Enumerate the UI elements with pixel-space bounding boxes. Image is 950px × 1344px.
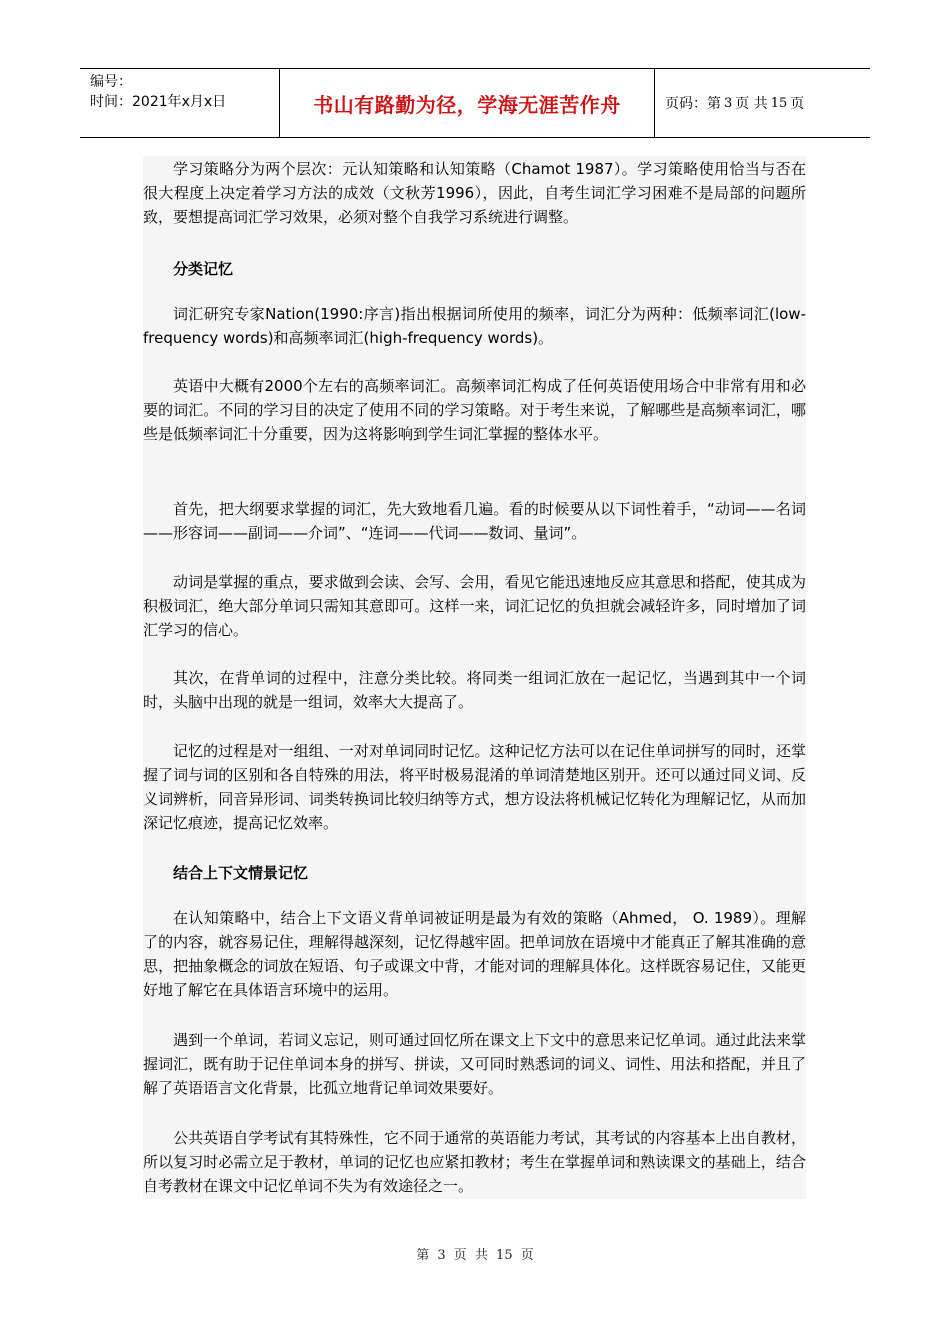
- header-page-info: [655, 69, 870, 137]
- header-motto: 书山有路勤为径，学海无涯苦作舟: [280, 69, 655, 137]
- time-label: 时间：2021年x月x日: [90, 94, 227, 110]
- paragraph: 遇到一个单词，若词义忘记，则可通过回忆所在课文上下文中的意思来记忆单词。通过此法来掌握词汇，既有助于记住单词本身的拼写、拼读，又可同时熟悉词的词义、词性、用法和搭配，并且了解了英语语言文化背景，比孤立地背记单词效果要好。: [143, 1031, 806, 1097]
- section-heading: 分类记忆: [173, 260, 234, 278]
- paragraph: 记忆的过程是对一组组、一对对单词同时记忆。这种记忆方法可以在记住单词拼写的同时，还掌握了词与词的区别和各自特殊的用法，将平时极易混淆的单词清楚地区别开。还可以通过同义词、反义词辨析，同音异形词、词类转换词比较归纳等方式，想方设法将机械记忆转化为理解记忆，从而加深记忆痕迹，提高记忆效率。: [143, 742, 806, 832]
- paragraph: 动词是掌握的重点，要求做到会读、会写、会用，看见它能迅速地反应其意思和搭配，使其成为积极词汇，绝大部分单词只需知其意即可。这样一来，词汇记忆的负担就会减轻许多，同时增加了词汇学习的信心。: [143, 573, 806, 639]
- page-label: 页码：第: [665, 96, 721, 112]
- paragraph: 英语中大概有2000个左右的高频率词汇。高频率词汇构成了任何英语使用场合中非常有用和必要的词汇。不同的学习目的决定了使用不同的学习策略。对于考生来说，了解哪些是高频率词汇，哪些是低频率词汇十分重要，因为这将影响到学生词汇掌握的整体水平。: [143, 377, 806, 443]
- page-footer: 第 3 页 共 15 页: [416, 1248, 534, 1263]
- section-heading: 结合上下文情景记忆: [173, 864, 309, 882]
- page-end: 页: [790, 96, 805, 112]
- page-total: 15: [770, 95, 788, 111]
- paragraph: 公共英语自学考试有其特殊性，它不同于通常的英语能力考试，其考试的内容基本上出自教材，所以复习时必需立足于教材，单词的记忆也应紧扣教材；考生在掌握单词和熟读课文的基础上，结合自考教材在课文中记忆单词不失为有效途径之一。: [143, 1129, 806, 1195]
- page-header: [80, 68, 870, 138]
- paragraph: 首先，把大纲要求掌握的词汇，先大致地看几遍。看的时候要从以下词性着手，“动词——名词——形容词——副词——介词”、“连词——代词——数词、量词”。: [143, 500, 806, 542]
- paragraph: 其次，在背单词的过程中，注意分类比较。将同类一组词汇放在一起记忆，当遇到其中一个词时，头脑中出现的就是一组词，效率大大提高了。: [143, 669, 806, 711]
- header-meta: [80, 69, 280, 137]
- paragraph: 学习策略分为两个层次：元认知策略和认知策略（Chamot 1987）。学习策略使用恰当与否在很大程度上决定着学习方法的成效（文秋芳1996），因此，自考生词汇学习困难不是局部的问题所致，要想提高词汇学习效果，必须对整个自我学习系统进行调整。: [143, 160, 806, 226]
- page-mid: 页 共: [735, 96, 768, 112]
- document-body: [143, 156, 806, 1199]
- paragraph: 词汇研究专家Nation(1990:序言)指出根据词所使用的频率，词汇分为两种：低频率词汇(low-frequency words)和高频率词汇(high-frequency words)。: [143, 305, 806, 347]
- paragraph: 在认知策略中，结合上下文语义背单词被证明是最为有效的策略（Ahmed， O. 1989）。理解了的内容，就容易记住，理解得越深刻，记忆得越牢固。把单词放在语境中才能真正了解其准确的意思，把抽象概念的词放在短语、句子或课文中背，才能对词的理解具体化。这样既容易记住，又能更好地了解它在具体语言环境中的运用。: [143, 909, 806, 999]
- page-current: 3: [724, 95, 733, 111]
- number-label: 编号：: [90, 74, 132, 90]
